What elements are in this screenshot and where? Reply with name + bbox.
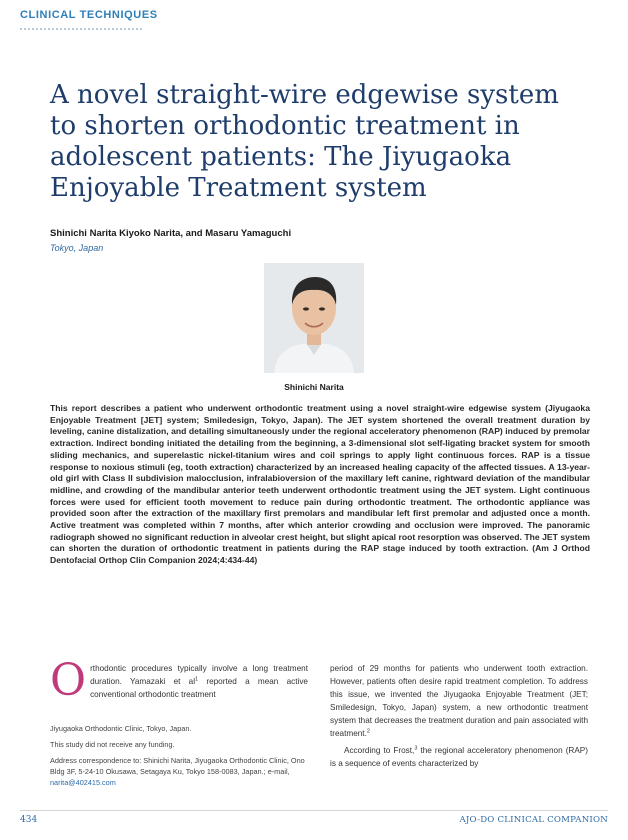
affiliation: Jiyugaoka Orthodontic Clinic, Tokyo, Japan. [50,724,192,733]
author-photo [264,263,364,373]
page-number: 434 [20,815,38,825]
portrait-image [264,263,364,373]
author-list: Shinichi Narita Kiyoko Narita, and Masaru Yamaguchi [50,228,292,239]
photo-caption: Shinichi Narita [284,382,344,392]
body-paragraph-1-text: period of 29 months for patients who underwent tooth extraction. However, patients often desire rapid treatment completion. To address this issue, we invented the Jiyugaoka Enjoyable Treatment (JET; Smiledesign, Tokyo, Japan) system, a new orthodontic treatment system that decreases the treatment duration and pain associated with treatment. [330,664,588,738]
reference-1[interactable]: 1 [195,676,199,683]
drop-cap: O [50,655,87,706]
left-column [50,655,308,706]
reference-3[interactable]: 3 [414,745,418,752]
body-paragraph-2 [330,744,588,770]
reference-2[interactable]: 2 [366,728,370,735]
intro-text: rthodontic procedures typically involve a long treatment duration. Yamazaki et al [90,664,308,686]
affiliation-notes [50,723,308,793]
body-paragraph-2-text-continued: the regional acceleratory phenomenon (RAP) is a sequence of events characterized by [330,746,588,768]
journal-name: AJO-DO CLINICAL COMPANION [459,815,608,825]
footer-divider [20,810,608,811]
body-paragraph-2-text: According to Frost, [344,746,415,755]
intro-paragraph [50,655,308,706]
funding-note: This study did not receive any funding. [50,740,175,749]
section-divider [20,28,142,30]
author-location: Tokyo, Japan [50,243,104,253]
correspondence-address: Address correspondence to: Shinichi Narita, Jiyugaoka Orthodontic Clinic, Ono Bldg 3F, 5-24-10 Okusawa, Setagaya Ku, Tokyo 158-0083, Japan.; e-mail, [50,756,305,776]
right-column [330,662,588,774]
body-paragraph-1 [330,662,588,740]
article-title: A novel straight-wire edgewise system to shorten orthodontic treatment in adolescent patients: The Jiyugaoka Enjoyable Treatment system [50,80,559,203]
section-label: CLINICAL TECHNIQUES [20,9,158,21]
correspondence-note [50,755,308,788]
abstract: This report describes a patient who underwent orthodontic treatment using a novel straight-wire edgewise system (Jiyugaoka Enjoyable Treatment [JET] system; Smiledesign, Tokyo, Japan). The JET system shortened the overall treatment duration by leveling, canine distalization, and detailing simultaneously under the regional acceleratory phenomenon (RAP) induced by premolar extraction. Indirect bonding initiated the detailing from the beginning, a 3-dimensional slot self-ligating bracket system for smooth sliding mechanics, and superelastic nickel-titanium wires and coil springs to apply light continuous forces. RAP is a tissue response to noxious stimuli (eg, tooth extraction) characterized by an increased healing capacity of the affected tissues. A 13-year-old girl with Class II subdivision malocclusion, infralabioversion of the maxillary left canine, rightward deviation of the mandibular midline, and crowding of the mandibular anterior teeth underwent orthodontic treatment using the JET system. Light continuous forces were used for efficient tooth movement to reduce pain during orthodontic treatment. The orthodontic appliance was provided soon after the extraction of the maxillary first premolars and mandibular left first premolar and adjusted once a month. Active treatment was completed within 7 months, after which anterior crowding and occlusion were improved. The panoramic radiograph showed no significant reduction in alveolar crest height, but slight apical root resorption was observed. The JET system can shorten the duration of orthodontic treatment in patients during the RAP stage induced by tooth extraction. (Am J Orthod Dentofacial Orthop Clin Companion 2024;4:434-44) [50,403,590,566]
intro-text-continued: reported a mean active conventional orthodontic treatment [90,677,308,699]
correspondence-email-link[interactable]: narita@402415.com [50,778,116,787]
